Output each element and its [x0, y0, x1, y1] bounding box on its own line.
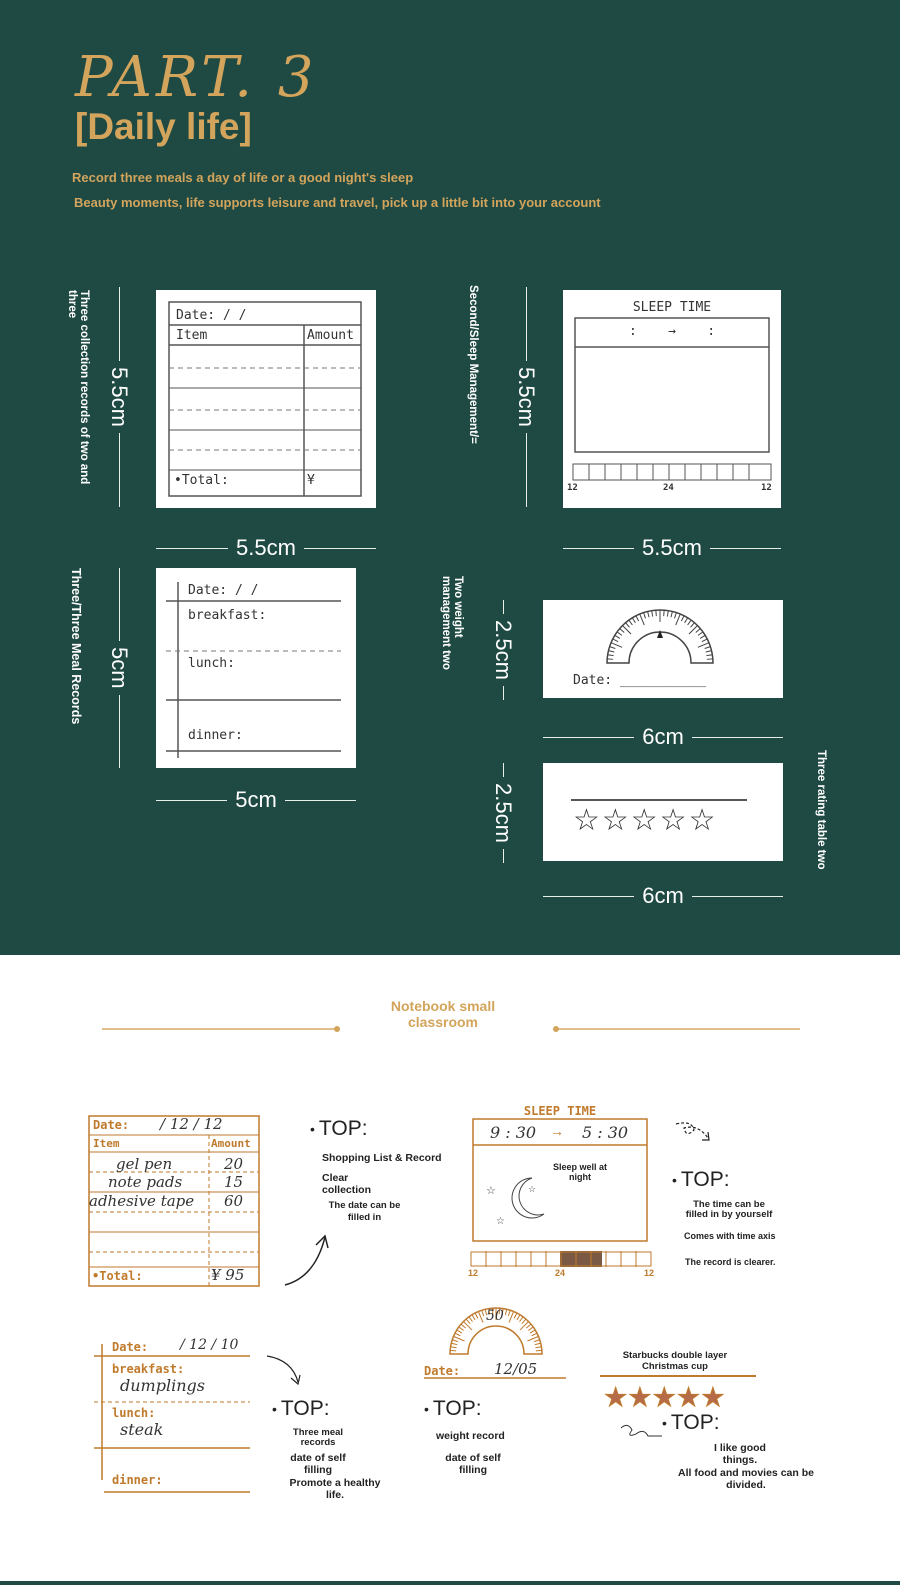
ex-shopping-date-label: Date:	[93, 1118, 130, 1132]
rating-tip-top: TOP:	[670, 1411, 720, 1434]
shopping-tip-2: Clear collection	[322, 1172, 372, 1196]
sleep-width-label: 5.5cm	[642, 535, 702, 560]
ex-shopping-col-amount: Amount	[211, 1137, 251, 1150]
svg-text:☆: ☆	[486, 1185, 496, 1197]
sleep-side-label: Second/Sleep Management/=	[467, 285, 479, 444]
rating-width-dimension	[543, 884, 783, 908]
title-dot-left	[334, 1026, 340, 1032]
shopping-tip-top: TOP:	[318, 1117, 368, 1140]
shopping-yen: ¥	[307, 473, 315, 488]
ex-meal-lunch: lunch:	[112, 1406, 156, 1420]
hook-arrow-icon	[264, 1352, 304, 1388]
sleep-width-dimension	[563, 536, 781, 560]
meal-width-dimension	[156, 788, 356, 812]
rating-tip-heading: • TOP:	[662, 1411, 720, 1434]
weight-tip-top: TOP:	[432, 1397, 482, 1420]
shopping-col-item: Item	[176, 328, 208, 343]
ex-weight-date-label: Date:	[424, 1364, 461, 1378]
svg-text:☆: ☆	[496, 1216, 505, 1227]
sleep-axis-mid: 24	[663, 483, 674, 493]
rating-height-dimension	[490, 763, 516, 863]
sleep-tip-2: Comes with time axis	[684, 1231, 776, 1241]
part-heading: PART. 3	[75, 45, 318, 110]
ex-sleep-title: SLEEP TIME	[523, 1104, 597, 1118]
rating-height-label: 2.5cm	[491, 783, 516, 843]
meal-tip-1: Three meal records	[292, 1427, 344, 1448]
bottom-divider	[0, 1581, 900, 1585]
weight-tip-1: weight record	[436, 1430, 505, 1442]
title-rule-right	[556, 1028, 800, 1030]
ex-shopping-item-3: adhesive tape	[89, 1192, 195, 1210]
ex-weight-gauge-value: 50	[486, 1308, 504, 1324]
example-shopping-stamp	[88, 1115, 262, 1287]
sleep-stamp-frame	[563, 290, 781, 508]
sleep-tip-1: The time can be filled in by yourself	[685, 1199, 773, 1220]
ex-shopping-item-1: gel pen	[116, 1155, 173, 1173]
meal-breakfast: breakfast:	[188, 608, 267, 623]
squiggle-arrow-icon	[672, 1118, 722, 1158]
ex-sleep-axis-mid: 24	[555, 1268, 566, 1278]
sleep-height-label: 5.5cm	[514, 367, 539, 427]
example-meal-stamp	[92, 1337, 252, 1495]
shopping-tip-3: The date can be filled in	[328, 1200, 401, 1223]
sleep-tip-heading: • TOP:	[672, 1168, 730, 1191]
rating-width-label: 6cm	[642, 883, 684, 908]
shopping-width-dimension	[156, 536, 376, 560]
ex-sleep-timeline	[470, 1251, 652, 1267]
sleep-height-dimension	[513, 287, 539, 507]
meal-stamp-frame	[156, 568, 356, 768]
rating-side-label: Three rating table two	[815, 750, 827, 870]
ex-sleep-start: 9 : 30	[490, 1123, 537, 1142]
meal-stamp-card	[156, 568, 356, 768]
shopping-height-dimension	[106, 287, 132, 507]
meal-dinner: dinner:	[188, 728, 243, 743]
sleep-axis-end: 12	[761, 483, 772, 493]
weight-date: Date: ___________	[573, 673, 707, 688]
weight-width-dimension	[543, 725, 783, 749]
sleep-time-row: : → :	[628, 324, 716, 339]
weight-width-label: 6cm	[642, 724, 684, 749]
ex-sleep-axis-end: 12	[644, 1268, 655, 1278]
shopping-width-label: 5.5cm	[236, 535, 296, 560]
sleep-tip-top: TOP:	[680, 1168, 730, 1191]
ex-meal-dinner: dinner:	[112, 1473, 163, 1487]
classroom-title: Notebook small classroom	[390, 998, 496, 1030]
ex-shopping-date-value: / 12 / 12	[160, 1115, 223, 1133]
rating-tip-1: I like good things.	[714, 1442, 766, 1466]
example-weight-stamp	[424, 1306, 574, 1386]
meal-date: Date: / /	[188, 583, 259, 598]
weight-stamp-card	[543, 600, 783, 698]
shopping-date: Date: / /	[176, 308, 247, 323]
shopping-tip-heading: • TOP:	[310, 1117, 368, 1140]
ex-shopping-amount-3: 60	[224, 1192, 244, 1210]
ex-weight-date-value: 12/05	[494, 1360, 538, 1378]
weight-side-label: Two weight management two	[440, 576, 464, 670]
meal-width-label: 5cm	[235, 787, 277, 812]
ex-rating-stars: ★★★★★	[604, 1382, 726, 1412]
shopping-side-label: Three collection records of two and three	[66, 290, 90, 485]
sleep-axis-start: 12	[567, 483, 578, 493]
ex-sleep-arrow: →	[550, 1123, 564, 1139]
weight-height-label: 2.5cm	[491, 620, 516, 680]
example-sleep-stamp	[472, 1118, 648, 1242]
ex-shopping-total: •Total:	[92, 1269, 143, 1283]
meal-tip-3: Promote a healthy life.	[289, 1477, 381, 1501]
shopping-col-amount: Amount	[307, 328, 354, 343]
rating-stamp-card	[543, 763, 783, 861]
ex-sleep-caption: Sleep well at night	[552, 1162, 608, 1182]
ex-meal-breakfast: breakfast:	[112, 1362, 185, 1376]
meal-tip-top: TOP:	[280, 1397, 330, 1420]
ex-rating-caption: Starbucks double layer Christmas cup	[622, 1350, 728, 1372]
ex-sleep-end: 5 : 30	[582, 1123, 629, 1142]
section-heading: [Daily life]	[75, 106, 252, 147]
weight-tip-2: date of self filling	[445, 1452, 501, 1476]
shopping-total: •Total:	[174, 473, 229, 488]
ex-rating-line	[600, 1375, 756, 1377]
title-rule-left	[102, 1028, 337, 1030]
rating-line	[571, 799, 747, 801]
rating-stars: ☆☆☆☆☆	[573, 804, 718, 837]
weight-height-dimension	[490, 600, 516, 700]
svg-text:☆: ☆	[528, 1184, 537, 1194]
ex-shopping-item-2: note pads	[108, 1173, 183, 1191]
meal-height-dimension	[106, 568, 132, 768]
ex-meal-breakfast-value: dumplings	[120, 1376, 205, 1395]
shopping-stamp-card	[156, 290, 376, 508]
sleep-tip-3: The record is clearer.	[685, 1257, 776, 1267]
ex-meal-date-value: / 12 / 10	[180, 1337, 239, 1353]
meal-side-label: Three/Three Meal Records	[69, 568, 83, 725]
sleep-title: SLEEP TIME	[632, 300, 712, 315]
curved-arrow-icon	[280, 1232, 340, 1290]
doodle-icon	[618, 1420, 666, 1444]
ex-sleep-timeline-grid	[470, 1251, 652, 1267]
ex-shopping-amount-2: 15	[224, 1173, 244, 1191]
meal-lunch: lunch:	[188, 656, 235, 671]
meal-height-label: 5cm	[107, 647, 132, 689]
ex-meal-date-label: Date:	[112, 1340, 149, 1354]
ex-sleep-axis-start: 12	[468, 1268, 479, 1278]
shopping-tip-1: Shopping List & Record	[322, 1152, 442, 1164]
sleep-stamp-card	[563, 290, 781, 508]
rating-tip-2: All food and movies can be divided.	[678, 1467, 814, 1491]
meal-tip-2: date of self filling	[290, 1452, 346, 1476]
description-line-1: Record three meals a day of life or a good night's sleep	[72, 170, 414, 185]
weight-tip-heading: • TOP:	[424, 1397, 482, 1420]
meal-tip-heading: • TOP:	[272, 1397, 330, 1420]
ex-shopping-total-value: ¥ 95	[211, 1266, 245, 1284]
ex-meal-lunch-value: steak	[120, 1420, 164, 1439]
ex-shopping-col-item: Item	[93, 1137, 120, 1150]
shopping-height-label: 5.5cm	[107, 367, 132, 427]
description-line-2: Beauty moments, life supports leisure and travel, pick up a little bit into your account	[74, 195, 601, 210]
ex-shopping-amount-1: 20	[224, 1155, 244, 1173]
